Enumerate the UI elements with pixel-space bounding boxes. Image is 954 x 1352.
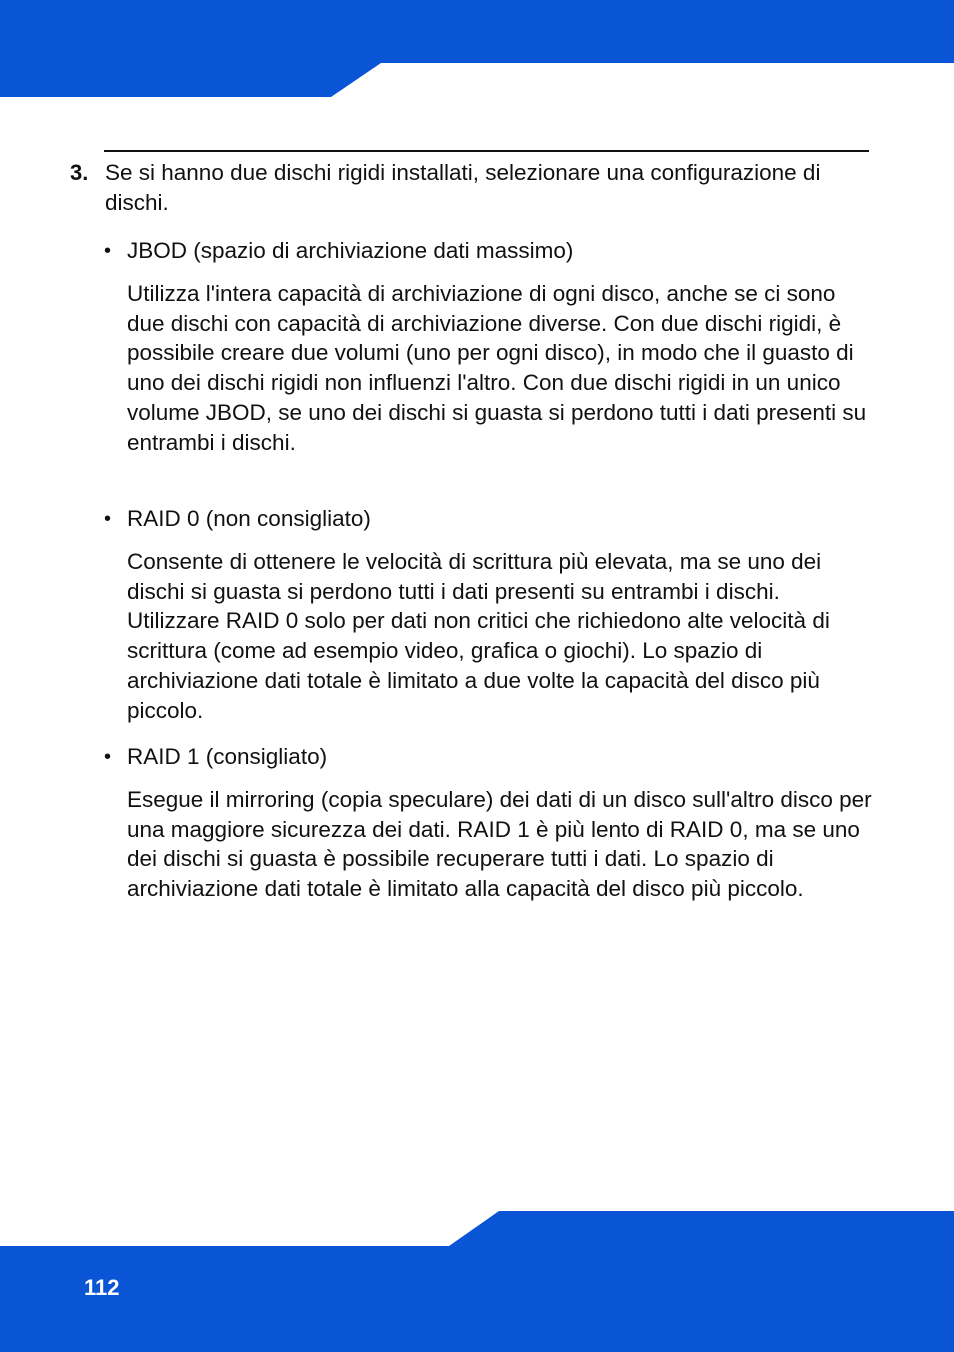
bullet: • [104, 746, 112, 768]
bullet: • [104, 508, 112, 530]
page-number: 112 [84, 1275, 120, 1300]
step-number: 3. [70, 160, 89, 185]
bullet: • [104, 240, 112, 262]
section-rule [104, 150, 869, 152]
option-description: Esegue il mirroring (copia speculare) dei dati di un disco sull'altro disco per una maggiore sicurezza dei dati. RAID 1 è più lento di RAID 0, ma se uno dei dischi si guasta è possibile recuperare tutti i dati. Lo spazio di archiviazione dati totale è limitato alla capacità del disco più piccolo. [127, 787, 872, 902]
step-text: Se si hanno due dischi rigidi installati, selezionare una configurazione di dischi. [105, 160, 821, 215]
header-band-shape [0, 0, 954, 97]
option-title: RAID 1 (consigliato) [127, 744, 328, 769]
footer-band [0, 1211, 954, 1352]
option-title: JBOD (spazio di archiviazione dati massimo) [127, 238, 574, 263]
option-description: Consente di ottenere le velocità di scrittura più elevata, ma se uno dei dischi si guasta si perdono tutti i dati presenti su entrambi i dischi. Utilizzare RAID 0 solo per dati non critici che richiedono alte velocità di scrittura (come ad esempio video, grafica o giochi). Lo spazio di archiviazione dati totale è limitato a due volte la capacità del disco più piccolo. [127, 549, 830, 723]
option-description: Utilizza l'intera capacità di archiviazione di ogni disco, anche se ci sono due dischi con capacità di archiviazione diverse. Con due dischi rigidi, è possibile creare due volumi (uno per ogni disco), in modo che il guasto di uno dei dischi rigidi non influenzi l'altro. Con due dischi rigidi in un unico volume JBOD, se uno dei dischi si guasta si perdono tutti i dati presenti su entrambi i dischi. [127, 281, 867, 455]
option-title: RAID 0 (non consigliato) [127, 506, 371, 531]
header-band [0, 0, 954, 97]
footer-band-shape [0, 1211, 954, 1352]
